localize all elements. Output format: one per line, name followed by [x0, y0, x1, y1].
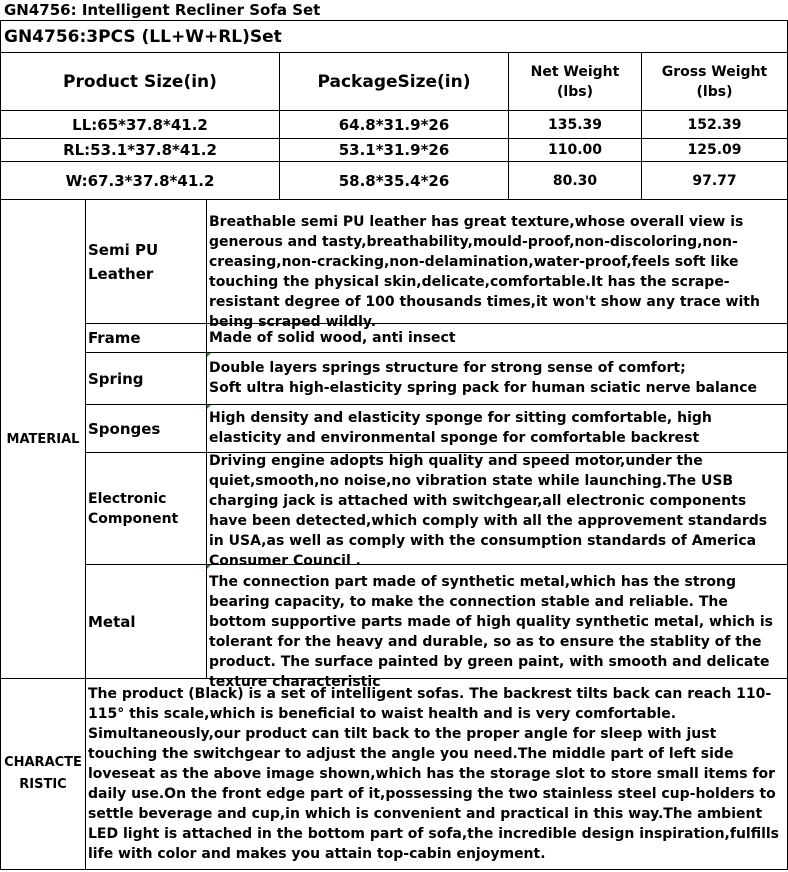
header-gross-weight: Gross Weight (lbs)	[661, 63, 768, 100]
table-cell-product: RL:53.1*37.8*41.2	[63, 141, 217, 159]
table-cell-net: 80.30	[552, 172, 598, 189]
table-cell-package: 64.8*31.9*26	[338, 115, 450, 134]
table-cell-gross: 125.09	[687, 142, 742, 158]
characteristic-description: The product (Black) is a set of intelligent sofas. The backrest tilts back can reach 110-115° this scale,which is beneficial to waist health and is very comfortable. Simultaneously,our product can tilt back to the proper angle for sleep with just touching the switchgear to adjust the angle you need.The middle part of left side loveseat as the above image shown,which has the storage slot to store small items for daily use.On the front edge part of it,possessing the two stainless steel cup-holders to settle beverage and cup,in which is convenient and practical in this way.The ambient LED light is attached in the bottom part of sofa,the incredible design inspiration,fulfills life with color and makes you attain top-cabin enjoyment.	[88, 686, 780, 862]
material-name: Metal	[88, 612, 136, 631]
table-cell-package: 53.1*31.9*26	[338, 141, 450, 159]
table-cell-package: 58.8*35.4*26	[338, 171, 450, 190]
table-cell-gross: 97.77	[692, 172, 737, 189]
table-cell-net: 135.39	[547, 116, 603, 133]
material-description: Breathable semi PU leather has great texture,whose overall view is generous and tasty,breathability,mould-proof,non-discoloring,non-creasing,non-cracking,non-delamination,water-proof,feels soft like touching the physical skin,delicate,comfortable.It has the scrape-resistant degree of 100 thousands times,it won't show any trace with being scraped wildly.	[209, 214, 760, 330]
material-name: Electronic Component	[88, 490, 179, 527]
material-description: The connection part made of synthetic metal,which has the strong bearing capacity, to make the connection stable and reliable. The bottom supportive parts made of high quality synthetic metal, which is tolerant for the heavy and durable, so as to ensure the stablity of the product. The surface painted by green paint, with smooth and delicate texture characteristic	[209, 574, 774, 690]
table-cell-product: LL:65*37.8*41.2	[72, 115, 208, 134]
page-title: GN4756: Intelligent Recliner Sofa Set	[4, 1, 321, 19]
material-description: Double layers springs structure for strong sense of comfort; Soft ultra high-elasticity spring pack for human sciatic nerve balance	[209, 360, 758, 396]
cell-marker	[207, 353, 211, 357]
material-description: Driving engine adopts high quality and speed motor,under the quiet,smooth,no noise,no vibration state while launching.The USB charging jack is attached with switchgear,all electronic components have been detected,which comply with all the approvement standards in USA,as well as comply with the consumption standards of America Consumer Council .	[209, 453, 768, 569]
header-product-size: Product Size(in)	[63, 71, 217, 92]
material-name: Sponges	[88, 419, 161, 438]
material-description: Made of solid wood, anti insect	[209, 330, 456, 346]
material-description: High density and elasticity sponge for sitting comfortable, high elasticity and environmental sponge for comfortable backrest	[209, 410, 712, 446]
material-name: Spring	[88, 369, 144, 388]
table-cell-product: W:67.3*37.8*41.2	[65, 171, 215, 190]
characteristic-label: CHARACTERISTIC	[4, 755, 82, 792]
material-name: Frame	[88, 329, 141, 347]
material-label: MATERIAL	[6, 431, 80, 447]
header-package-size: PackageSize(in)	[317, 71, 471, 92]
set-header: GN4756:3PCS (LL+W+RL)Set	[4, 26, 282, 47]
table-cell-gross: 152.39	[687, 116, 742, 133]
material-name: Semi PU Leather	[88, 240, 159, 283]
header-net-weight: Net Weight (lbs)	[530, 63, 620, 100]
table-cell-net: 110.00	[547, 142, 603, 158]
